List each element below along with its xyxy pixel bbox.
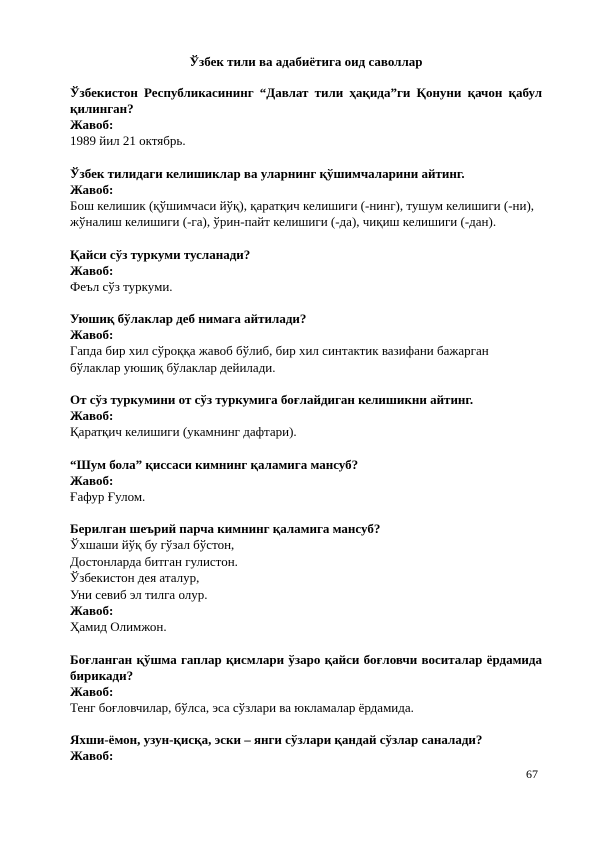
question-2: Ўзбек тилидаги келишиклар ва уларнинг қўшимчаларини айтинг. — [70, 165, 465, 181]
page-number: 67 — [526, 767, 538, 781]
question-3: Қайси сўз туркуми тусланади? — [70, 246, 251, 262]
qa-item-3 — [70, 247, 542, 296]
answer-4: Гапда бир хил сўроққа жавоб бўлиб, бир хил синтактик вазифани бажарган бўлаклар уюшиқ бўлаклар дейилади. — [70, 343, 489, 375]
question-6: “Шум бола” қиссаси кимнинг қаламига мансуб? — [70, 456, 359, 472]
answer-7: Ҳамид Олимжон. — [70, 619, 167, 634]
answer-label-9: Жавоб: — [70, 748, 114, 763]
qa-item-8 — [70, 652, 542, 717]
document-page — [70, 54, 542, 780]
answer-label-3: Жавоб: — [70, 262, 114, 278]
answer-label-7: Жавоб: — [70, 603, 114, 618]
answer-label-4: Жавоб: — [70, 327, 114, 342]
verse-line: Ўзбекистон дея аталур, — [70, 570, 200, 585]
answer-3: Феъл сўз туркуми. — [70, 278, 173, 294]
verse-line: Уни севиб эл тилга олур. — [70, 586, 208, 602]
qa-item-9 — [70, 732, 542, 764]
answer-label-1: Жавоб: — [70, 117, 114, 132]
qa-item-1 — [70, 85, 542, 150]
answer-1: 1989 йил 21 октябрь. — [70, 133, 186, 148]
qa-item-5 — [70, 392, 542, 441]
question-7: Берилган шеърий парча кимнинг қаламига мансуб? — [70, 521, 381, 536]
answer-label-5: Жавоб: — [70, 408, 114, 423]
question-8: Боғланган қўшма гаплар қисмлари ўзаро қайси боғловчи воситалар ёрдамида бирикади? — [70, 651, 542, 683]
answer-label-2: Жавоб: — [70, 181, 114, 197]
answer-label-8: Жавоб: — [70, 683, 114, 699]
answer-8: Тенг боғловчилар, бўлса, эса сўзлари ва юкламалар ёрдамида. — [70, 699, 414, 715]
question-5: От сўз туркумини от сўз туркумига боғлайдиган келишикни айтинг. — [70, 392, 474, 407]
answer-2: Бош келишик (қўшимчаси йўқ), қаратқич келишиги (-нинг), тушум келишиги (-ни), жўналиш келишиги (-га), ўрин-пайт келишиги (-да), чиқиш келишиги (-дан). — [70, 197, 535, 229]
qa-item-4 — [70, 311, 542, 376]
qa-item-7 — [70, 521, 542, 636]
document-title: Ўзбек тили ва адабиётига оид саволлар — [189, 54, 423, 69]
answer-5: Қаратқич келишиги (укамнинг дафтари). — [70, 424, 297, 439]
qa-item-2 — [70, 166, 542, 231]
verse-line: Ўхшаши йўқ бу гўзал бўстон, — [70, 537, 235, 552]
question-9: Яхши-ёмон, узун-қисқа, эски – янги сўзлари қандай сўзлар саналади? — [70, 732, 483, 747]
verse-line: Достонларда битган гулистон. — [70, 553, 238, 569]
answer-6: Ғафур Ғулом. — [70, 488, 146, 504]
question-1: Ўзбекистон Республикасининг “Давлат тили ҳақида”ги Қонуни қачон қабул қилинган? — [70, 85, 542, 116]
question-4: Уюшиқ бўлаклар деб нимага айтилади? — [70, 311, 307, 326]
answer-label-6: Жавоб: — [70, 472, 114, 488]
qa-item-6 — [70, 457, 542, 506]
